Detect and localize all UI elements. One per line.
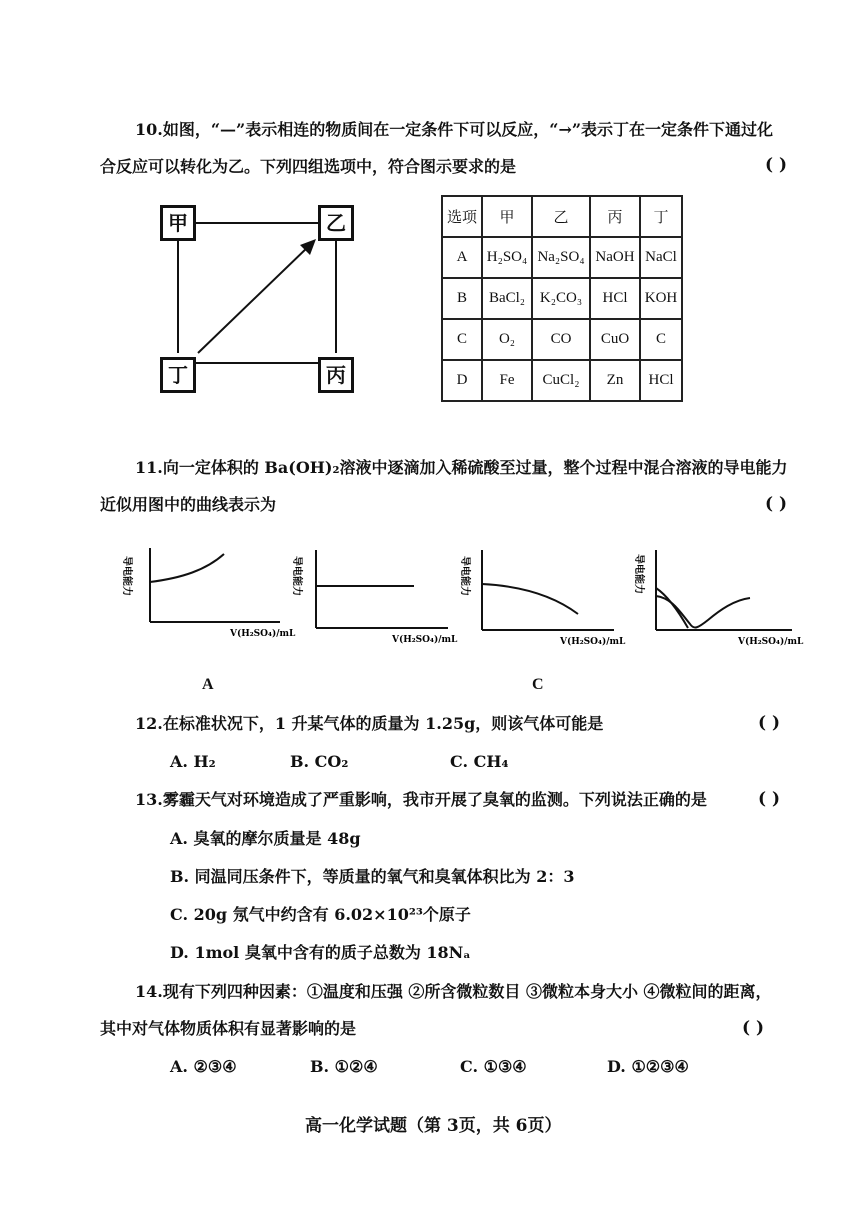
q12-option-c: C. CH₄ xyxy=(450,752,509,771)
table-row xyxy=(442,278,682,319)
table-cell: O₂ xyxy=(482,319,532,360)
q14-option-c: C. ①③④ xyxy=(460,1057,527,1076)
table-header-cell: 乙 xyxy=(532,196,590,237)
q12-option-b: B. CO₂ xyxy=(290,752,349,771)
table-header-cell: 丙 xyxy=(590,196,640,237)
table-cell: K₂CO₃ xyxy=(532,278,590,319)
q14-answer-paren: ( ) xyxy=(742,1018,765,1038)
q14-line2: 其中对气体物质体积有显著影响的是 xyxy=(100,1019,357,1038)
q10-line1: 10.如图，“—”表示相连的物质间在一定条件下可以反应，“→”表示丁在一定条件下通过化 xyxy=(135,120,774,139)
graph-b-xlabel: V(H₂SO₄)/mL xyxy=(392,635,458,645)
substance-jia-box: 甲 xyxy=(160,205,196,241)
q13-answer-paren: ( ) xyxy=(758,789,781,809)
table-cell: D xyxy=(442,360,482,401)
graph-a-xlabel: V(H₂SO₄)/mL xyxy=(230,629,296,639)
q12-answer-paren: ( ) xyxy=(758,713,781,733)
substance-bing-box: 丙 xyxy=(318,357,354,393)
table-header-row xyxy=(442,196,682,237)
q14-option-b: B. ①②④ xyxy=(310,1057,378,1076)
table-cell: HCl xyxy=(590,278,640,319)
graph-c-ylabel: 导电能力 xyxy=(459,556,470,596)
table-cell: Na₂SO₄ xyxy=(532,237,590,278)
table-row xyxy=(442,237,682,278)
q12-line1: 12.在标准状况下，1 升某气体的质量为 1.25g，则该气体可能是 xyxy=(135,714,604,733)
graph-d-ylabel: 导电能力 xyxy=(633,554,644,594)
table-cell: CuO xyxy=(590,319,640,360)
graph-a-ylabel: 导电能力 xyxy=(121,556,132,596)
substance-ding-box: 丁 xyxy=(160,357,196,393)
q13-option-c: C. 20g 氖气中约含有 6.02×10²³个原子 xyxy=(170,905,471,924)
q10-options-table xyxy=(441,195,683,402)
q14-line1: 14.现有下列四种因素：①温度和压强 ②所含微粒数目 ③微粒本身大小 ④微粒间的距离， xyxy=(135,982,772,1001)
q13-option-a: A. 臭氧的摩尔质量是 48g xyxy=(170,829,361,848)
graph-b-ylabel: 导电能力 xyxy=(291,556,302,596)
q13-line1: 13.雾霾天气对环境造成了严重影响，我市开展了臭氧的监测。下列说法正确的是 xyxy=(135,790,707,809)
q11-answer-paren: ( ) xyxy=(765,494,788,514)
q14-option-d: D. ①②③④ xyxy=(607,1057,689,1076)
table-row xyxy=(442,360,682,401)
q13-option-b: B. 同温同压条件下，等质量的氧气和臭氧体积比为 2：3 xyxy=(170,867,575,886)
table-header-cell: 丁 xyxy=(640,196,682,237)
table-row xyxy=(442,319,682,360)
q11-line2: 近似用图中的曲线表示为 xyxy=(100,495,277,514)
q14-option-a: A. ②③④ xyxy=(170,1057,237,1076)
graph-c-xlabel: V(H₂SO₄)/mL xyxy=(560,637,626,647)
table-header-cell: 甲 xyxy=(482,196,532,237)
graph-c-option-label: C xyxy=(532,676,544,693)
q12-option-a: A. H₂ xyxy=(170,752,216,771)
table-cell: Zn xyxy=(590,360,640,401)
graph-b xyxy=(288,540,468,646)
q11-line1: 11.向一定体积的 Ba(OH)₂溶液中逐滴加入稀硫酸至过量，整个过程中混合溶液的导电能力 xyxy=(135,458,788,477)
table-cell: CO xyxy=(532,319,590,360)
graph-d-xlabel: V(H₂SO₄)/mL xyxy=(738,637,804,647)
table-cell: CuCl₂ xyxy=(532,360,590,401)
q10-line2: 合反应可以转化为乙。下列四组选项中，符合图示要求的是 xyxy=(100,157,517,176)
table-cell: Fe xyxy=(482,360,532,401)
table-cell: HCl xyxy=(640,360,682,401)
table-header-cell: 选项 xyxy=(442,196,482,237)
table-cell: NaCl xyxy=(640,237,682,278)
substance-yi-box: 乙 xyxy=(318,205,354,241)
table-cell: A xyxy=(442,237,482,278)
table-cell: BaCl₂ xyxy=(482,278,532,319)
table-cell: NaOH xyxy=(590,237,640,278)
table-cell: C xyxy=(640,319,682,360)
page-footer: 高一化学试题（第 3页，共 6页） xyxy=(305,1116,562,1136)
graph-c xyxy=(456,540,636,648)
table-cell: KOH xyxy=(640,278,682,319)
graph-d xyxy=(628,540,818,648)
graph-a xyxy=(118,540,298,640)
table-cell: H₂SO₄ xyxy=(482,237,532,278)
q10-answer-paren: ( ) xyxy=(765,155,788,175)
table-cell: B xyxy=(442,278,482,319)
table-cell: C xyxy=(442,319,482,360)
q13-option-d: D. 1mol 臭氧中含有的质子总数为 18Nₐ xyxy=(170,943,471,962)
graph-a-option-label: A xyxy=(202,676,214,693)
